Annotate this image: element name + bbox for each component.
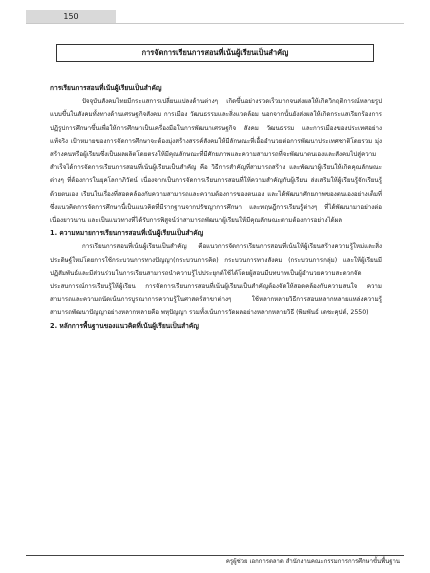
footer-text: ครูผู้ช่วย เอกการตลาด สำนักงานคณะกรรมการการศึกษาขั้นพื้นฐาน [225,558,400,565]
paragraph-intro: ปัจจุบันสังคมไทยมีกระแสการเปลี่ยนแปลงด้านต่างๆ เกิดขึ้นอย่างรวดเร็วมากจนส่งผลให้เกิดวิกฤติการณ์หลายรูปแบบขึ้นในสังคมทั้งทางด้านเศรษฐกิจสังคม การเมือง วัฒนธรรมและสิ่งแวดล้อม นอกจากนั้นยังส่งผลให้เกิดกระแสเรียกร้องการปฏิรูปการศึกษาขึ้นเพื่อให้การศึกษาเป็นเครื่องมือในการพัฒนาเศรษฐกิจ สังคม วัฒนธรรม และการเมืองของประเทศอย่างแท้จริง เป้าหมายของการจัดการศึกษาจะต้องมุ่งสร้างสรรค์สังคมให้มีลักษณะที่เอื้ออำนวยต่อการพัฒนาประเทศชาติโดยรวม มุ่งสร้างคนหรือผู้เรียนซึ่งเป็นผลผลิตโดยตรงให้มีคุณลักษณะที่มีศักยภาพและความสามารถที่จะพัฒนาตนเองและสังคมไปสู่ความสำเร็จได้การจัดการเรียนการสอนที่เน้นผู้เรียนเป็นสำคัญ คือ วิธีการสำคัญที่สามารถสร้าง และพัฒนาผู้เรียนให้เกิดคุณลักษณะต่างๆ ที่ต้องการในยุคโลกาภิวัตน์ เนื่องจากเป็นการจัดการเรียนการสอนที่ให้ความสำคัญกับผู้เรียน ส่งเสริมให้ผู้เรียนรู้จักเรียนรู้ด้วยตนเอง เรียนในเรื่องที่สอดคล้องกับความสามารถและความต้องการของตนเอง และได้พัฒนาศักยภาพของตนเองอย่างเต็มที่ ซึ่งแนวคิดการจัดการศึกษานี้เป็นแนวคิดที่มีรากฐานจากปรัชญาการศึกษา และทฤษฎีการเรียนรู้ต่างๆ ที่ได้พัฒนามาอย่างต่อเนื่องยาวนาน และเป็นแนวทางที่ได้รับการพิสูจน์ว่าสามารถพัฒนาผู้เรียนให้มีคุณลักษณะตามต้องการอย่างได้ผล [50,98,382,225]
header-divider [26,23,404,24]
section-heading-meaning: 1. ความหมายการเรียนการสอนที่เน้นผู้เรียนเป็นสำคัญ [50,229,204,238]
section-heading-intro: การเรียนการสอนที่เน้นผู้เรียนเป็นสำคัญ [50,84,162,92]
page-title: การจัดการเรียนการสอนที่เน้นผู้เรียนเป็นสำคัญ [56,44,374,62]
section-heading-principles: 2. หลักการพื้นฐานของแนวคิดที่เน้นผู้เรียนเป็นสำคัญ [50,321,199,330]
document-body [50,82,382,333]
paragraph-meaning: การเรียนการสอนที่เน้นผู้เรียนเป็นสำคัญ คือแนวการจัดการเรียนการสอนที่เน้นให้ผู้เรียนสร้างความรู้ใหม่และสิ่งประดิษฐ์ใหม่โดยการใช้กระบวนการทางปัญญา(กระบวนการคิด) กระบวนการทางสังคม (กระบวนการกลุ่ม) และให้ผู้เรียนมีปฏิสัมพันธ์และมีส่วนร่วมในการเรียนสามารถนำความรู้ไปประยุกต์ใช้ได้โดยผู้สอนมีบทบาทเป็นผู้อำนวยความสะดวกจัดประสบการณ์การเรียนรู้ให้ผู้เรียน การจัดการเรียนการสอนที่เน้นผู้เรียนเป็นสำคัญต้องจัดให้สอดคล้องกับความสนใจ ความสามารถและความถนัดเน้นการบูรณาการความรู้ในศาสตร์สาขาต่างๆ ใช้หลากหลายวิธีการสอนหลากหลายแหล่งความรู้สามารถพัฒนาปัญญาอย่างหลากหลายคือ พหุปัญญา รวมทั้งเน้นการวัดผลอย่างหลากหลายวิธี (พิมพันธ์ เดชะคุปต์, 2550) [50,243,382,317]
footer-divider [26,555,404,556]
page-number: 150 [26,10,116,24]
